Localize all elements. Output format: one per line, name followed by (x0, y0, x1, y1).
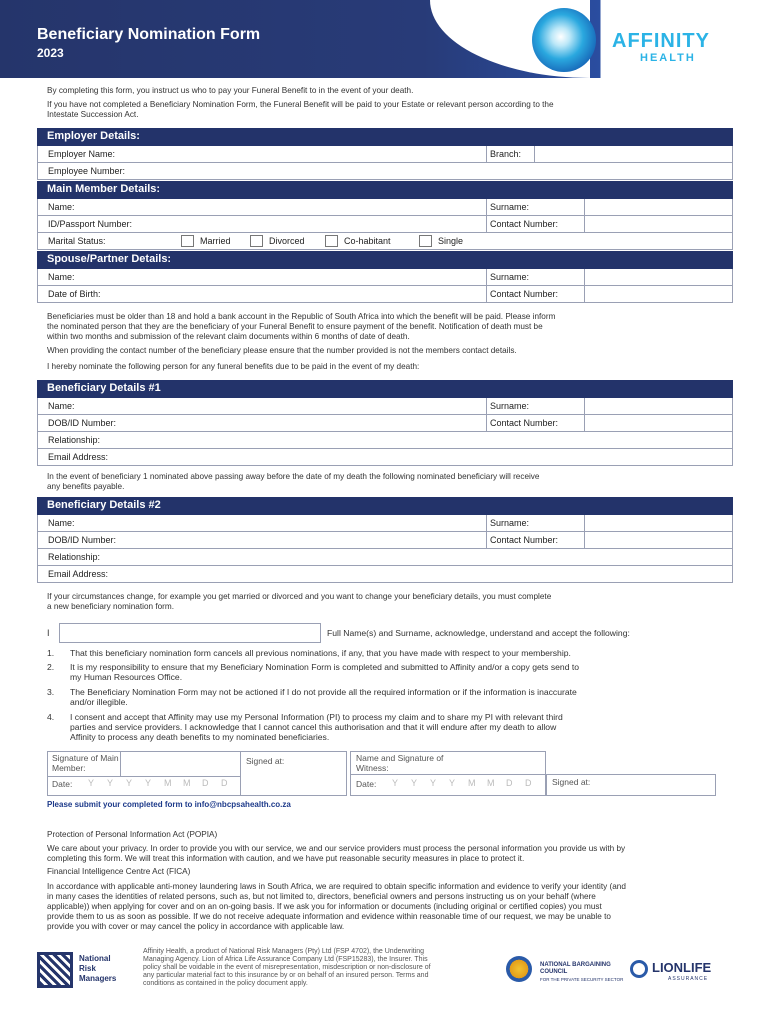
signed-at-label: Signed at: (246, 756, 285, 766)
member-date-input[interactable] (80, 776, 240, 796)
divider (584, 398, 585, 415)
divider (584, 286, 585, 303)
date-char: Y (411, 778, 418, 788)
date-char: D (221, 778, 228, 788)
spouse-dob-row[interactable] (37, 286, 733, 303)
beneficiary-2-header: Beneficiary Details #2 (37, 497, 733, 515)
ben1-contact-label: Contact Number: (490, 418, 559, 428)
popia-title: Protection of Personal Information Act (POPIA) (47, 830, 218, 839)
date-char: Y (392, 778, 399, 788)
ben2-name-label: Name: (48, 518, 75, 528)
full-name-input[interactable] (59, 623, 321, 643)
ben1-relationship-row[interactable] (37, 432, 733, 449)
date-char: Y (449, 778, 456, 788)
form-year: 2023 (37, 46, 64, 60)
footer-legal (143, 948, 431, 988)
item-text: It is my responsibility to ensure that my Beneficiary Nomination Form is completed and submitted to Affinity and/or a copy gets send to (70, 662, 580, 672)
member-contact-label: Contact Number: (490, 219, 559, 229)
marital-status-label: Marital Status: (48, 236, 106, 246)
divider (240, 751, 241, 796)
ben1-email-row[interactable] (37, 449, 733, 466)
affinity-globe-logo (532, 8, 596, 72)
date-char: D (202, 778, 209, 788)
fica-line-1: In accordance with applicable anti-money laundering laws in South Africa, we are required to obtain specific information and evidence to verify your identity (and (47, 882, 626, 891)
spouse-name-label: Name: (48, 272, 75, 282)
divider (486, 415, 487, 432)
spouse-section-header: Spouse/Partner Details: (37, 251, 733, 269)
date-char: D (506, 778, 513, 788)
date-char: M (487, 778, 495, 788)
nrm-line: Managers (79, 974, 117, 983)
change-line-1: If your circumstances change, for example you get married or divorced and you want to change your beneficiary details, you must complete (47, 592, 552, 601)
lionlife-logo-icon (630, 960, 648, 978)
ben1-note-line-1: In the event of beneficiary 1 nominated above passing away before the date of my death the following nominated beneficiary will receive (47, 472, 540, 481)
employer-name-row[interactable] (37, 146, 733, 163)
popia-line-2: completing this form. We will treat this information with caution, and we have put reasonable security measures in place to protect it. (47, 854, 525, 863)
date-char: Y (107, 778, 114, 788)
ben1-surname-label: Surname: (490, 401, 530, 411)
footer-line: Affinity Health, a product of National Risk Managers (Pty) Ltd (FSP 4702), the Underwriting (143, 948, 425, 955)
spouse-surname-label: Surname: (490, 272, 530, 282)
ben2-relationship-label: Relationship: (48, 552, 101, 562)
divider (584, 515, 585, 532)
witness-date-label: Date: (356, 779, 377, 789)
nbc-line: FOR THE PRIVATE SECURITY SECTOR (540, 977, 624, 982)
ben2-contact-label: Contact Number: (490, 535, 559, 545)
divorced-label: Divorced (269, 236, 305, 246)
date-char: Y (88, 778, 95, 788)
ben2-surname-label: Surname: (490, 518, 530, 528)
witness-date-input[interactable] (384, 776, 544, 796)
member-name-label: Name: (48, 202, 75, 212)
divider (486, 216, 487, 233)
divider (486, 532, 487, 549)
member-date-label: Date: (52, 779, 73, 789)
item-text: Affinity to process any death benefits to my nominated beneficiaries. (70, 732, 330, 742)
ack-text: Full Name(s) and Surname, acknowledge, understand and accept the following: (327, 628, 630, 638)
notes-line-1: Beneficiaries must be older than 18 and hold a bank account in the Republic of South Africa into which the benefit will be paid. Please inform (47, 312, 556, 321)
ben1-relationship-label: Relationship: (48, 435, 101, 445)
form-title: Beneficiary Nomination Form (37, 26, 261, 43)
divider (584, 199, 585, 216)
ben2-email-label: Email Address: (48, 569, 109, 579)
fica-line-4: provide them to us as soon as possible. If we do not receive adequate information and evidence within reasonable time of our request, we may be unable to (47, 912, 611, 921)
ben2-dob-row[interactable] (37, 532, 733, 549)
intro-line-1: By completing this form, you instruct us who to pay your Funeral Benefit to in the event of your death. (47, 86, 414, 95)
nrm-line: National (79, 954, 111, 963)
divider (534, 146, 535, 163)
fica-line-5: provide you with cover or may cancel the policy in accordance with applicable law. (47, 922, 345, 931)
divider (350, 774, 546, 775)
divider (584, 415, 585, 432)
witness-signed-at-label: Signed at: (552, 777, 591, 787)
item-number: 1. (47, 648, 55, 658)
nbc-logo-icon (506, 956, 532, 982)
date-char: M (164, 778, 172, 788)
item-number: 2. (47, 662, 55, 672)
cohabitant-checkbox[interactable] (325, 235, 338, 247)
footer-line: Managing Agency. Lion of Africa Life Assurance Company Ltd (FSP15283), the Insurer. This (143, 956, 428, 963)
nrm-line: Risk (79, 964, 96, 973)
ben1-name-label: Name: (48, 401, 75, 411)
lionlife-sub: ASSURANCE (668, 976, 709, 982)
single-label: Single (438, 236, 464, 246)
employer-section-header: Employer Details: (37, 128, 733, 146)
ben1-email-label: Email Address: (48, 452, 109, 462)
notes-line-4: When providing the contact number of the beneficiary please ensure that the number provided is not the members contact details. (47, 346, 517, 355)
date-char: Y (126, 778, 133, 788)
divider (486, 286, 487, 303)
member-name-row[interactable] (37, 199, 733, 216)
ben1-dob-label: DOB/ID Number: (48, 418, 117, 428)
fica-line-2: in many cases the identities of related persons, such as, but not limited to, directors, beneficial owners and persons instructing us on your behalf (where (47, 892, 596, 901)
member-id-label: ID/Passport Number: (48, 219, 133, 229)
divider (486, 199, 487, 216)
member-signature-label: Signature of Main Member: (52, 753, 119, 773)
ben2-email-row[interactable] (37, 566, 733, 583)
ben1-note-line-2: any benefits payable. (47, 482, 125, 491)
witness-signature-label: Name and Signature of Witness: (356, 753, 444, 773)
fica-title: Financial Intelligence Centre Act (FICA) (47, 867, 191, 876)
date-char: D (525, 778, 532, 788)
married-label: Married (200, 236, 231, 246)
single-checkbox[interactable] (419, 235, 432, 247)
footer-line: conditions as contained in the policy document apply. (143, 980, 308, 987)
divider (584, 269, 585, 286)
marital-status-row (37, 233, 733, 250)
divider (120, 751, 121, 776)
divider (486, 269, 487, 286)
notes-line-2: the nominated person that they are the beneficiary of your Funeral Benefit to ensure payment of the benefit. Notification of death must be (47, 322, 543, 331)
ben2-name-row[interactable] (37, 515, 733, 532)
fica-line-3: applicable)) when applying for cover and on an on-going basis. If we ask you for information or documents (including original or certified copies) you must (47, 902, 602, 911)
popia-line-1: We care about your privacy. In order to provide you with our service, we and our service providers must process the personal information you provide us with by (47, 844, 626, 853)
nrm-logo-icon (37, 952, 73, 988)
employer-name-label: Employer Name: (48, 149, 116, 159)
nrm-logo-text (79, 954, 116, 984)
date-char: M (183, 778, 191, 788)
intro-line-2: If you have not completed a Beneficiary Nomination Form, the Funeral Benefit will be paid to your Estate or relevant person according to the (47, 100, 554, 109)
date-char: M (468, 778, 476, 788)
member-section-header: Main Member Details: (37, 181, 733, 199)
member-surname-label: Surname: (490, 202, 530, 212)
ben2-dob-label: DOB/ID Number: (48, 535, 117, 545)
employee-number-label: Employee Number: (48, 166, 126, 176)
divider (584, 216, 585, 233)
ben1-dob-row[interactable] (37, 415, 733, 432)
cohabitant-label: Co-habitant (344, 236, 391, 246)
item-text: That this beneficiary nomination form cancels all previous nominations, if any, that you have made with respect to your membership. (70, 648, 571, 658)
beneficiary-1-header: Beneficiary Details #1 (37, 380, 733, 398)
nbc-logo-text (540, 962, 623, 983)
divider (486, 515, 487, 532)
member-id-row[interactable] (37, 216, 733, 233)
item-number: 3. (47, 687, 55, 697)
divider (584, 532, 585, 549)
date-char: Y (145, 778, 152, 788)
item-text: The Beneficiary Nomination Form may not be actioned if I do not provide all the required information or if the information is inaccurate (70, 687, 577, 697)
item-text: parties and service providers. I acknowledge that I cannot cancel this authorisation and that it will endure after my death to allow (70, 722, 557, 732)
footer-line: policy shall be voidable in the event of misrepresentation, misdescription or non-disclosure of (143, 964, 431, 971)
ben1-name-row[interactable] (37, 398, 733, 415)
employee-number-row[interactable] (37, 163, 733, 180)
branch-label: Branch: (490, 149, 522, 159)
divider (486, 146, 487, 163)
spouse-name-row[interactable] (37, 269, 733, 286)
lionlife-logo-text: LIONLIFE (652, 960, 712, 975)
ben2-relationship-row[interactable] (37, 549, 733, 566)
item-text: and/or illegible. (70, 697, 128, 707)
logo-sub: HEALTH (640, 52, 696, 64)
change-line-2: a new beneficiary nomination form. (47, 602, 174, 611)
footer-line: any particular material fact to this insurance by or on behalf of an insured person. Terms and (143, 972, 429, 979)
nbc-line: NATIONAL BARGAINING (540, 962, 611, 968)
date-char: Y (430, 778, 437, 788)
item-number: 4. (47, 712, 55, 722)
spouse-dob-label: Date of Birth: (48, 289, 101, 299)
ack-i: I (47, 628, 50, 638)
notes-line-5: I hereby nominate the following person for any funeral benefits due to be paid in the event of my death: (47, 362, 420, 371)
item-text: my Human Resources Office. (70, 672, 183, 682)
item-text: I consent and accept that Affinity may use my Personal Information (PI) to process my claim and to share my PI with relevant third (70, 712, 563, 722)
spouse-contact-label: Contact Number: (490, 289, 559, 299)
married-checkbox[interactable] (181, 235, 194, 247)
divider (486, 398, 487, 415)
submit-instruction: Please submit your completed form to info@nbcpsahealth.co.za (47, 800, 291, 809)
logo-name: AFFINITY (612, 30, 710, 52)
intro-line-3: Intestate Succession Act. (47, 110, 139, 119)
divorced-checkbox[interactable] (250, 235, 263, 247)
nbc-line: COUNCIL (540, 969, 568, 975)
notes-line-3: within two months and submission of the relevant claim documents within 6 months of date of death. (47, 332, 410, 341)
